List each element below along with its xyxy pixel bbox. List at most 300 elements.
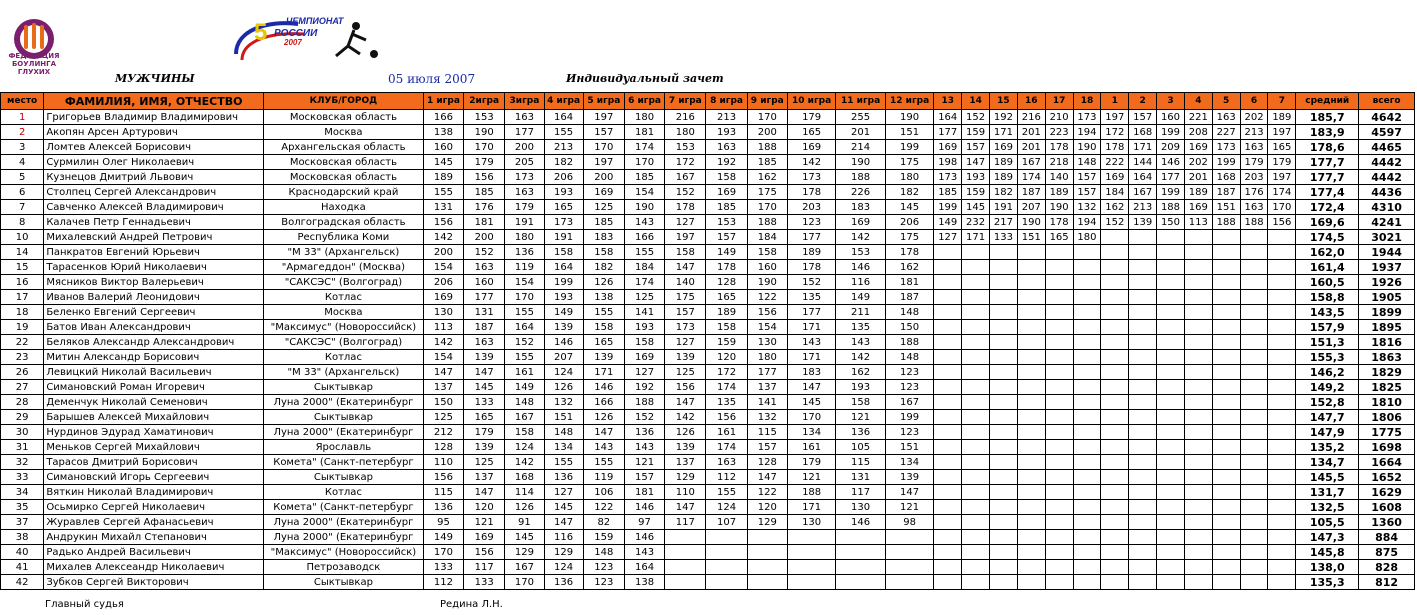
game-score-cell — [1240, 485, 1268, 500]
game-score-cell: 181 — [624, 485, 664, 500]
game-score-cell: 199 — [1157, 185, 1185, 200]
player-name-cell: Осьмирко Сергей Николаевич — [44, 500, 264, 515]
game-score-cell — [934, 335, 962, 350]
game-score-cell: 174 — [1017, 170, 1045, 185]
game-score-cell: 164 — [1129, 170, 1157, 185]
game-score-cell: 141 — [747, 395, 787, 410]
game-score-cell: 217 — [990, 215, 1018, 230]
game-score-cell: 152 — [624, 410, 664, 425]
table-row — [1, 260, 1415, 275]
game-score-cell: 138 — [624, 575, 664, 590]
column-header: средний — [1296, 93, 1359, 110]
game-score-cell: 165 — [787, 125, 835, 140]
table-row — [1, 320, 1415, 335]
game-score-cell: 197 — [1101, 110, 1129, 125]
game-score-cell: 197 — [1268, 170, 1296, 185]
game-score-cell — [1268, 485, 1296, 500]
game-score-cell — [962, 410, 990, 425]
game-score-cell: 139 — [464, 440, 505, 455]
game-score-cell — [1157, 365, 1185, 380]
game-score-cell: 148 — [583, 545, 624, 560]
game-score-cell — [990, 515, 1018, 530]
average-cell: 149,2 — [1296, 380, 1359, 395]
game-score-cell: 129 — [665, 470, 706, 485]
table-row — [1, 200, 1415, 215]
game-score-cell — [1268, 560, 1296, 575]
table-row — [1, 125, 1415, 140]
game-score-cell: 128 — [423, 440, 463, 455]
table-row — [1, 110, 1415, 125]
game-score-cell — [1045, 440, 1073, 455]
game-score-cell: 169 — [624, 350, 664, 365]
game-score-cell: 180 — [1073, 230, 1101, 245]
club-cell: "САКСЭС" (Волгоград) — [263, 335, 423, 350]
game-score-cell: 189 — [1184, 185, 1212, 200]
game-score-cell: 162 — [836, 365, 886, 380]
game-score-cell: 128 — [747, 455, 787, 470]
game-score-cell — [1101, 530, 1129, 545]
player-name-cell: Симановский Игорь Сергеевич — [44, 470, 264, 485]
game-score-cell: 123 — [583, 575, 624, 590]
average-cell: 174,5 — [1296, 230, 1359, 245]
game-score-cell: 221 — [1184, 110, 1212, 125]
game-score-cell — [1240, 410, 1268, 425]
game-score-cell — [1184, 425, 1212, 440]
game-score-cell: 128 — [706, 275, 747, 290]
game-score-cell: 121 — [836, 410, 886, 425]
game-score-cell — [934, 545, 962, 560]
game-score-cell — [1184, 440, 1212, 455]
game-score-cell — [1157, 470, 1185, 485]
player-name-cell: Вяткин Николай Владимирович — [44, 485, 264, 500]
player-name-cell: Симановский Роман Игоревич — [44, 380, 264, 395]
game-score-cell — [885, 560, 933, 575]
game-score-cell — [990, 455, 1018, 470]
player-name-cell: Тарасов Дмитрий Борисович — [44, 455, 264, 470]
game-score-cell — [1129, 425, 1157, 440]
place-cell: 14 — [1, 245, 44, 260]
game-score-cell — [1129, 560, 1157, 575]
game-score-cell: 179 — [464, 155, 505, 170]
game-score-cell: 176 — [464, 200, 505, 215]
game-score-cell — [1157, 395, 1185, 410]
game-score-cell: 158 — [544, 245, 583, 260]
game-score-cell — [1101, 560, 1129, 575]
game-score-cell — [1017, 260, 1045, 275]
game-score-cell: 173 — [934, 170, 962, 185]
game-score-cell: 125 — [583, 200, 624, 215]
game-score-cell: 209 — [1157, 140, 1185, 155]
total-cell: 1664 — [1359, 455, 1415, 470]
game-score-cell — [962, 500, 990, 515]
column-header: 14 — [962, 93, 990, 110]
game-score-cell: 155 — [624, 245, 664, 260]
game-score-cell: 125 — [665, 365, 706, 380]
game-score-cell — [1184, 260, 1212, 275]
game-score-cell — [1268, 425, 1296, 440]
game-score-cell: 189 — [990, 155, 1018, 170]
game-score-cell: 139 — [464, 350, 505, 365]
game-score-cell — [1157, 305, 1185, 320]
game-score-cell — [665, 545, 706, 560]
game-score-cell — [1157, 515, 1185, 530]
game-score-cell — [934, 290, 962, 305]
game-score-cell: 199 — [544, 275, 583, 290]
club-cell: Краснодарский край — [263, 185, 423, 200]
game-score-cell: 155 — [544, 125, 583, 140]
club-cell: Котлас — [263, 350, 423, 365]
game-score-cell: 151 — [1017, 230, 1045, 245]
total-cell: 1608 — [1359, 500, 1415, 515]
game-score-cell — [1240, 320, 1268, 335]
game-score-cell: 126 — [544, 380, 583, 395]
event-date: 05 июля 2007 — [388, 72, 476, 86]
game-score-cell — [934, 515, 962, 530]
game-score-cell: 180 — [885, 170, 933, 185]
game-score-cell — [836, 560, 886, 575]
game-score-cell: 169 — [583, 185, 624, 200]
game-score-cell — [934, 425, 962, 440]
game-score-cell — [934, 560, 962, 575]
game-score-cell — [1073, 350, 1101, 365]
game-score-cell: 165 — [1045, 230, 1073, 245]
game-score-cell: 199 — [885, 410, 933, 425]
game-score-cell — [1045, 425, 1073, 440]
game-score-cell — [1017, 275, 1045, 290]
game-score-cell: 130 — [423, 305, 463, 320]
game-score-cell: 226 — [836, 185, 886, 200]
game-score-cell: 178 — [665, 200, 706, 215]
game-score-cell: 123 — [885, 365, 933, 380]
player-name-cell: Калачев Петр Геннадьевич — [44, 215, 264, 230]
club-cell: Сыктывкар — [263, 380, 423, 395]
game-score-cell: 135 — [787, 290, 835, 305]
game-score-cell: 136 — [544, 470, 583, 485]
game-score-cell: 142 — [836, 350, 886, 365]
game-score-cell: 189 — [1045, 185, 1073, 200]
player-name-cell: Акопян Арсен Артурович — [44, 125, 264, 140]
game-score-cell — [1240, 530, 1268, 545]
game-score-cell — [1184, 395, 1212, 410]
game-score-cell: 157 — [747, 440, 787, 455]
game-score-cell — [1129, 365, 1157, 380]
game-score-cell: 157 — [1073, 170, 1101, 185]
game-score-cell: 177 — [787, 230, 835, 245]
game-score-cell: 164 — [934, 110, 962, 125]
game-score-cell — [1184, 290, 1212, 305]
game-score-cell: 145 — [787, 395, 835, 410]
game-score-cell: 143 — [624, 440, 664, 455]
game-score-cell — [990, 380, 1018, 395]
column-header: 4 — [1184, 93, 1212, 110]
game-score-cell: 181 — [885, 275, 933, 290]
game-score-cell: 142 — [423, 230, 463, 245]
game-score-cell: 121 — [787, 470, 835, 485]
average-cell: 177,4 — [1296, 185, 1359, 200]
average-cell: 147,7 — [1296, 410, 1359, 425]
game-score-cell: 179 — [464, 425, 505, 440]
game-score-cell: 171 — [787, 350, 835, 365]
average-cell: 177,7 — [1296, 170, 1359, 185]
game-score-cell: 158 — [836, 395, 886, 410]
game-score-cell — [1129, 515, 1157, 530]
game-score-cell: 151 — [1212, 200, 1240, 215]
game-score-cell — [1157, 230, 1185, 245]
game-score-cell — [1045, 245, 1073, 260]
game-score-cell: 169 — [990, 140, 1018, 155]
game-score-cell — [934, 485, 962, 500]
game-score-cell — [1017, 350, 1045, 365]
game-score-cell — [962, 560, 990, 575]
game-score-cell: 212 — [423, 425, 463, 440]
place-cell: 18 — [1, 305, 44, 320]
club-cell: Котлас — [263, 290, 423, 305]
game-score-cell — [665, 530, 706, 545]
game-score-cell: 152 — [787, 275, 835, 290]
game-score-cell — [934, 500, 962, 515]
game-score-cell: 173 — [1073, 110, 1101, 125]
game-score-cell: 182 — [544, 155, 583, 170]
place-cell: 1 — [1, 110, 44, 125]
game-score-cell: 179 — [505, 200, 544, 215]
game-score-cell: 180 — [665, 125, 706, 140]
column-header: 9 игра — [747, 93, 787, 110]
game-score-cell — [1101, 380, 1129, 395]
game-score-cell: 143 — [836, 335, 886, 350]
game-score-cell: 201 — [1184, 170, 1212, 185]
game-score-cell: 146 — [583, 380, 624, 395]
table-row — [1, 140, 1415, 155]
game-score-cell — [1157, 275, 1185, 290]
column-header: 7 игра — [665, 93, 706, 110]
game-score-cell: 152 — [464, 245, 505, 260]
club-cell: Комета" (Санкт-петербург — [263, 500, 423, 515]
game-score-cell: 116 — [836, 275, 886, 290]
game-score-cell — [1017, 485, 1045, 500]
game-score-cell: 167 — [1129, 185, 1157, 200]
game-score-cell — [934, 470, 962, 485]
game-score-cell — [1017, 515, 1045, 530]
game-score-cell — [1129, 290, 1157, 305]
column-header: 12 игра — [885, 93, 933, 110]
game-score-cell — [1129, 530, 1157, 545]
game-score-cell: 190 — [464, 125, 505, 140]
game-score-cell: 189 — [990, 170, 1018, 185]
table-row — [1, 545, 1415, 560]
game-score-cell: 200 — [423, 245, 463, 260]
game-score-cell: 164 — [544, 260, 583, 275]
player-name-cell: Михалев Алексеандр Николаевич — [44, 560, 264, 575]
game-score-cell — [934, 395, 962, 410]
game-score-cell: 145 — [505, 530, 544, 545]
game-score-cell: 206 — [885, 215, 933, 230]
game-score-cell — [1129, 320, 1157, 335]
game-score-cell: 187 — [1017, 185, 1045, 200]
game-score-cell — [1017, 470, 1045, 485]
game-score-cell: 145 — [962, 200, 990, 215]
game-score-cell: 91 — [505, 515, 544, 530]
game-score-cell — [1073, 305, 1101, 320]
game-score-cell — [1240, 500, 1268, 515]
table-row — [1, 230, 1415, 245]
game-score-cell — [1268, 365, 1296, 380]
game-score-cell — [1045, 335, 1073, 350]
game-score-cell: 159 — [706, 335, 747, 350]
column-header: 10 игра — [787, 93, 835, 110]
place-cell: 23 — [1, 350, 44, 365]
game-score-cell: 152 — [665, 185, 706, 200]
column-header: 7 — [1268, 93, 1296, 110]
game-score-cell: 150 — [423, 395, 463, 410]
game-score-cell — [1268, 380, 1296, 395]
game-score-cell: 175 — [885, 230, 933, 245]
game-score-cell: 130 — [836, 500, 886, 515]
game-score-cell: 201 — [836, 125, 886, 140]
total-cell: 1899 — [1359, 305, 1415, 320]
game-score-cell: 157 — [706, 230, 747, 245]
game-score-cell: 97 — [624, 515, 664, 530]
game-score-cell: 168 — [1212, 170, 1240, 185]
game-score-cell — [1017, 560, 1045, 575]
table-header-row — [1, 93, 1415, 110]
game-score-cell — [1212, 500, 1240, 515]
table-row — [1, 530, 1415, 545]
game-score-cell — [1073, 365, 1101, 380]
game-score-cell: 165 — [544, 200, 583, 215]
game-score-cell: 169 — [1184, 140, 1212, 155]
game-score-cell — [1073, 560, 1101, 575]
column-header: 2игра — [464, 93, 505, 110]
game-score-cell — [1212, 515, 1240, 530]
average-cell: 177,7 — [1296, 155, 1359, 170]
game-score-cell: 140 — [1045, 170, 1073, 185]
total-cell: 1816 — [1359, 335, 1415, 350]
total-cell: 1806 — [1359, 410, 1415, 425]
table-row — [1, 455, 1415, 470]
table-row — [1, 275, 1415, 290]
game-score-cell — [962, 530, 990, 545]
game-score-cell: 157 — [1073, 185, 1101, 200]
game-score-cell: 175 — [747, 185, 787, 200]
game-score-cell: 163 — [464, 260, 505, 275]
place-cell: 10 — [1, 230, 44, 245]
game-score-cell — [1268, 455, 1296, 470]
game-score-cell — [990, 275, 1018, 290]
game-score-cell: 147 — [665, 500, 706, 515]
game-score-cell: 138 — [583, 290, 624, 305]
game-score-cell: 183 — [836, 200, 886, 215]
game-score-cell: 203 — [1240, 170, 1268, 185]
game-score-cell: 156 — [747, 305, 787, 320]
game-score-cell — [1101, 500, 1129, 515]
game-score-cell: 145 — [544, 500, 583, 515]
average-cell: 162,0 — [1296, 245, 1359, 260]
game-score-cell: 140 — [665, 275, 706, 290]
game-score-cell — [1212, 320, 1240, 335]
game-score-cell: 185 — [934, 185, 962, 200]
column-header: 1 игра — [423, 93, 463, 110]
game-score-cell: 146 — [544, 335, 583, 350]
game-score-cell: 121 — [464, 515, 505, 530]
place-cell: 15 — [1, 260, 44, 275]
club-cell: Московская область — [263, 110, 423, 125]
game-score-cell: 154 — [423, 260, 463, 275]
game-score-cell — [962, 290, 990, 305]
table-row — [1, 215, 1415, 230]
player-name-cell: Андрукин Михайл Степанович — [44, 530, 264, 545]
place-cell: 40 — [1, 545, 44, 560]
game-score-cell — [1268, 515, 1296, 530]
game-score-cell: 178 — [885, 245, 933, 260]
game-score-cell: 158 — [747, 245, 787, 260]
game-score-cell — [1157, 485, 1185, 500]
game-score-cell: 154 — [505, 275, 544, 290]
game-score-cell: 206 — [544, 170, 583, 185]
game-score-cell: 138 — [423, 125, 463, 140]
game-score-cell — [1073, 470, 1101, 485]
table-row — [1, 155, 1415, 170]
game-score-cell — [1157, 290, 1185, 305]
game-score-cell: 156 — [423, 470, 463, 485]
table-row — [1, 515, 1415, 530]
club-cell: "Максимус" (Новороссийск) — [263, 320, 423, 335]
game-score-cell: 112 — [706, 470, 747, 485]
game-score-cell — [1017, 320, 1045, 335]
average-cell: 105,5 — [1296, 515, 1359, 530]
game-score-cell: 143 — [583, 440, 624, 455]
place-cell: 31 — [1, 440, 44, 455]
game-score-cell — [1017, 245, 1045, 260]
game-score-cell: 169 — [423, 290, 463, 305]
column-header: 13 — [934, 93, 962, 110]
game-score-cell: 202 — [1240, 110, 1268, 125]
game-score-cell — [1129, 545, 1157, 560]
player-name-cell: Михалевский Андрей Петрович — [44, 230, 264, 245]
club-cell: "Армагеддон" (Москва) — [263, 260, 423, 275]
game-score-cell — [665, 575, 706, 590]
place-cell: 27 — [1, 380, 44, 395]
game-score-cell: 132 — [747, 410, 787, 425]
game-score-cell: 120 — [706, 350, 747, 365]
game-score-cell: 191 — [505, 215, 544, 230]
game-score-cell — [962, 350, 990, 365]
game-score-cell — [1017, 290, 1045, 305]
place-cell: 3 — [1, 140, 44, 155]
game-score-cell — [990, 395, 1018, 410]
table-row — [1, 425, 1415, 440]
game-score-cell: 188 — [1157, 200, 1185, 215]
average-cell: 151,3 — [1296, 335, 1359, 350]
club-cell: Луна 2000" (Екатеринбург — [263, 395, 423, 410]
game-score-cell: 161 — [706, 425, 747, 440]
place-cell: 6 — [1, 185, 44, 200]
game-score-cell: 194 — [1073, 215, 1101, 230]
game-score-cell — [1184, 560, 1212, 575]
game-score-cell: 137 — [747, 380, 787, 395]
place-cell: 19 — [1, 320, 44, 335]
game-score-cell — [706, 560, 747, 575]
total-cell: 1825 — [1359, 380, 1415, 395]
game-score-cell: 155 — [583, 305, 624, 320]
game-score-cell: 188 — [787, 485, 835, 500]
game-score-cell — [990, 335, 1018, 350]
game-score-cell — [1045, 320, 1073, 335]
game-score-cell: 124 — [505, 440, 544, 455]
game-score-cell: 167 — [885, 395, 933, 410]
game-score-cell: 113 — [1184, 215, 1212, 230]
game-score-cell: 95 — [423, 515, 463, 530]
game-score-cell: 174 — [706, 440, 747, 455]
